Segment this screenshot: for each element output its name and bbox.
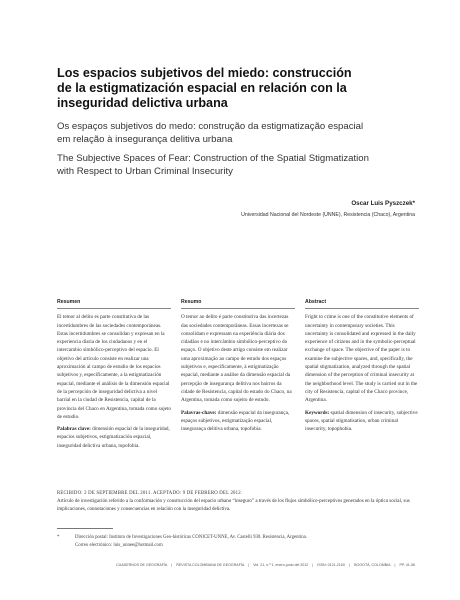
footnote-email: Correo electrónico: luis_unnee@hotmail.com: [75, 543, 163, 548]
received-accepted-dates: RECIBIDO: 2 DE SEPTIEMBRE DEL 2011. ACEPTADO: 9 DE FEBRERO DEL 2012.: [57, 491, 243, 496]
footer-separator: |: [171, 563, 173, 567]
footnote-mark: *: [57, 535, 60, 540]
footer-part: REVISTA COLOMBIANA DE GEOGRAFÍA: [176, 563, 245, 567]
column-heading: Abstract: [305, 298, 419, 309]
footer-part: PP. 41-56: [399, 563, 415, 567]
column-body: Fright to crime is one of the constitutive elements of uncertainty in contemporary societies. This uncertainty is consolidated and expressed in the daily experience of citizens and in the symbolic-perceptual exchange of space. The objective of the paper is to examine the subjective spaces, and, specifically, the spatial stigmatization, analyzed through the spatial dimension of the perception of criminal insecurity at the neighborhood level. The study is carried out in the city of Resistencia, capital of the Chaco province, Argentina.: [305, 314, 418, 404]
footer-separator: |: [248, 563, 250, 567]
footer-separator: |: [394, 563, 396, 567]
footer-part: BOGOTÁ, COLOMBIA: [354, 563, 391, 567]
column-heading: Resumen: [57, 298, 171, 309]
abstract-column-english: [305, 298, 419, 433]
footnote-address: [57, 534, 397, 542]
article-note: Artículo de investigación referido a la conformación y construcción del espacio urbano “inseguro” a través de los flujos simbólico-perceptivos generados en la óptica social, sus implicaciones, connotaciones y consecuencias en relación con la inseguridad delictiva.: [57, 499, 410, 512]
abstract-column-spanish: [57, 298, 171, 450]
keywords-text: dimensión espacial de la inseguridad, espacios subjetivos, estigmatización espacial, inseguridad delictiva urbana, topofobia.: [57, 426, 170, 449]
keywords-label: Palavras-chave:: [181, 409, 217, 416]
author-affiliation: Universidad Nacional del Nordeste (UNNE), Resistencia (Chaco), Argentina: [241, 212, 415, 218]
footer-separator: |: [349, 563, 351, 567]
journal-footer: [116, 563, 440, 567]
abstract-column-portuguese: [181, 298, 295, 433]
keywords-text: spatial dimension of insecurity, subjective spaces, spatial stigmatisation, urban criminal insecurity, topophobia.: [305, 409, 418, 433]
footer-part: Vol. 21, n.º 1, enero-junio del 2012: [253, 563, 309, 567]
footer-part: CUADERNOS DE GEOGRAFÍA: [116, 563, 168, 567]
column-body: O temor ao delito é parte constitutiva das incertezas das sociedades contemporâneas. Essas incertezas se consolidam e expressam na experiência diária dos cidadãos e no intercâmbio simbólico-perceptivo do espaço. O objetivo deste artigo consiste em realizar uma aproximação ao campo de estudo dos espaços subjetivos e, especificamente, à estigmatização espacial, mediante a análise da dimensão espacial da percepção de insegurança delitiva nos bairros da cidade de Resistencia, capital do estado do Chaco, na Argentina, tomada como sujeito de estudo.: [181, 314, 292, 404]
author-name: Oscar Luis Pyszczek*: [351, 200, 415, 207]
keywords: [181, 409, 295, 434]
footnote-address-text: Dirección postal: Instituto de Investigaciones Geo-históricas CONICET-UNNE, Av. Castelli 930. Resistencia, Argentina.: [75, 535, 307, 540]
column-body: El temor al delito es parte constitutiva de las incertidumbres de las sociedades contemporáneas. Estas incertidumbres se consolidan y expresan en la experiencia diaria de los ciudadanos y en el intercambio simbólico-perceptivo del espacio. El objetivo del artículo consiste en realizar una aproximación al campo de estudio de los espacios subjetivos y, específicamente, a la estigmatización espacial, mediante el análisis de la dimensión espacial de la percepción de inseguridad delictiva a nivel barrial en la ciudad de Resistencia, capital de la provincia del Chaco en Argentina, tomada como sujeto de estudio.: [57, 314, 171, 420]
footnote-divider: [57, 528, 113, 529]
footer-separator: |: [312, 563, 314, 567]
footer-part: ISSN: 0121-215X: [317, 563, 346, 567]
footnote: [57, 534, 397, 550]
column-heading: Resumo: [181, 298, 295, 309]
title-portuguese: Os espaços subjetivos do medo: construção da estigmatização espacial em relação à insegurança delitiva urbana: [57, 121, 364, 145]
keywords-label: Keywords:: [305, 409, 330, 416]
keywords: [305, 409, 419, 434]
title-spanish: Los espacios subjetivos del miedo: construcción de la estigmatización espacial en relación con la inseguridad delictiva urbana: [57, 66, 352, 110]
keywords-label: Palabras clave:: [57, 426, 91, 433]
title-english: The Subjective Spaces of Fear: Construction of the Spatial Stigmatization with Respect to Urban Criminal Insecurity: [57, 153, 369, 177]
keywords-text: dimensão espacial da insegurança, espaços subjetivos, estigmatização espacial, insegurança delitiva urbana, topofobia.: [181, 409, 290, 433]
keywords: [57, 425, 171, 450]
